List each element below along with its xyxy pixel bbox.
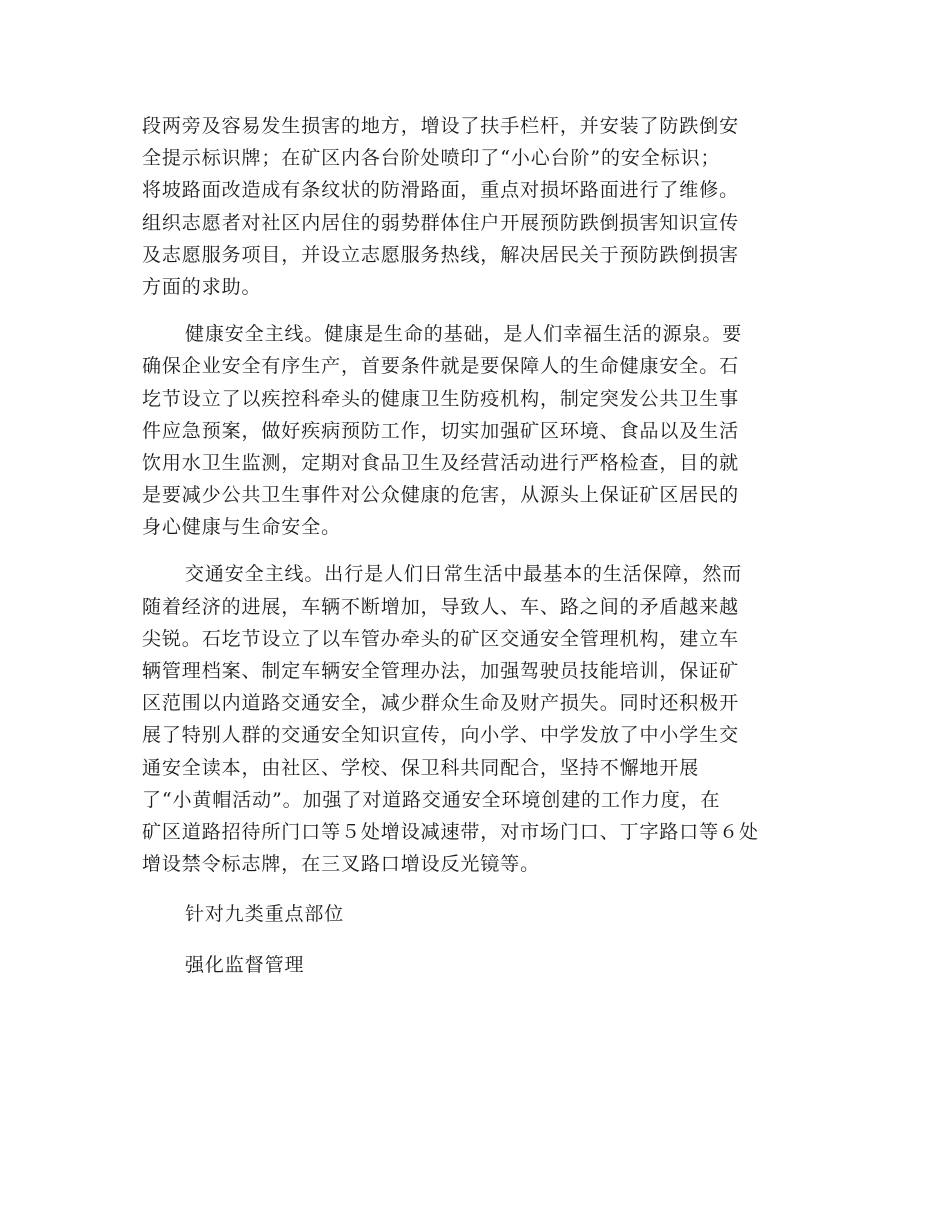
text-line: 组织志愿者对社区内居住的弱势群体住户开展预防跌倒损害知识宣传	[142, 211, 740, 234]
text-line: 方面的求助。	[142, 275, 262, 298]
section-heading-supervision	[142, 949, 822, 981]
text-line: 交通安全主线。出行是人们日常生活中最基本的生活保障，然而	[185, 563, 743, 586]
text-line: 确保企业安全有序生产，首要条件就是要保障人的生命健康安全。石	[142, 355, 740, 378]
text-line: 通安全读本，由社区、学校、保卫科共同配合，坚持不懈地开展	[142, 756, 700, 779]
text-line: 辆管理档案、制定车辆安全管理办法，加强驾驶员技能培训，保证矿	[142, 660, 740, 682]
heading-text: 强化监督管理	[185, 953, 305, 976]
text-line: 段两旁及容易发生损害的地方，增设了扶手栏杆，并安装了防跌倒安	[142, 115, 740, 137]
paragraph-fall-prevention	[142, 110, 822, 303]
text-line: 健康安全主线。健康是生命的基础，是人们幸福生活的源泉。要	[185, 323, 743, 346]
text-line: 圪节设立了以疾控科牵头的健康卫生防疫机构，制定突发公共卫生事	[142, 387, 740, 410]
text-line: 展了特别人群的交通安全知识宣传，向小学、中学发放了中小学生交	[142, 724, 740, 747]
text-line: 矿区道路招待所门口等５处增设减速带，对市场门口、丁字路口等６处	[142, 820, 759, 843]
text-line: 了“小黄帽活动”。加强了对道路交通安全环境创建的工作力度，在	[142, 788, 721, 811]
text-line: 饮用水卫生监测，定期对食品卫生及经营活动进行严格检查，目的就	[142, 451, 740, 474]
heading-text: 针对九类重点部位	[185, 903, 345, 926]
text-line: 件应急预案，做好疾病预防工作，切实加强矿区环境、食品以及生活	[142, 419, 740, 442]
paragraph-traffic-safety	[142, 558, 822, 880]
text-line: 区范围以内道路交通安全，减少群众生命及财产损失。同时还积极开	[142, 692, 740, 715]
paragraph-health-safety	[142, 318, 822, 543]
section-heading-key-locations	[142, 898, 822, 930]
text-line: 全提示标识牌；在矿区内各台阶处喷印了“小心台阶”的安全标识；	[142, 147, 721, 170]
text-line: 是要减少公共卫生事件对公众健康的危害，从源头上保证矿区居民的	[142, 484, 740, 507]
document-body	[142, 110, 822, 981]
text-line: 增设禁令标志牌，在三叉路口增设反光镜等。	[142, 853, 541, 876]
text-line: 及志愿服务项目，并设立志愿服务热线，解决居民关于预防跌倒损害	[142, 243, 740, 266]
text-line: 身心健康与生命安全。	[142, 516, 342, 539]
text-line: 尖锐。石圪节设立了以车管办牵头的矿区交通安全管理机构，建立车	[142, 627, 740, 650]
text-line: 随着经济的进展，车辆不断增加，导致人、车、路之间的矛盾越来越	[142, 595, 740, 618]
text-line: 将坡路面改造成有条纹状的防滑路面，重点对损坏路面进行了维修。	[142, 179, 740, 202]
